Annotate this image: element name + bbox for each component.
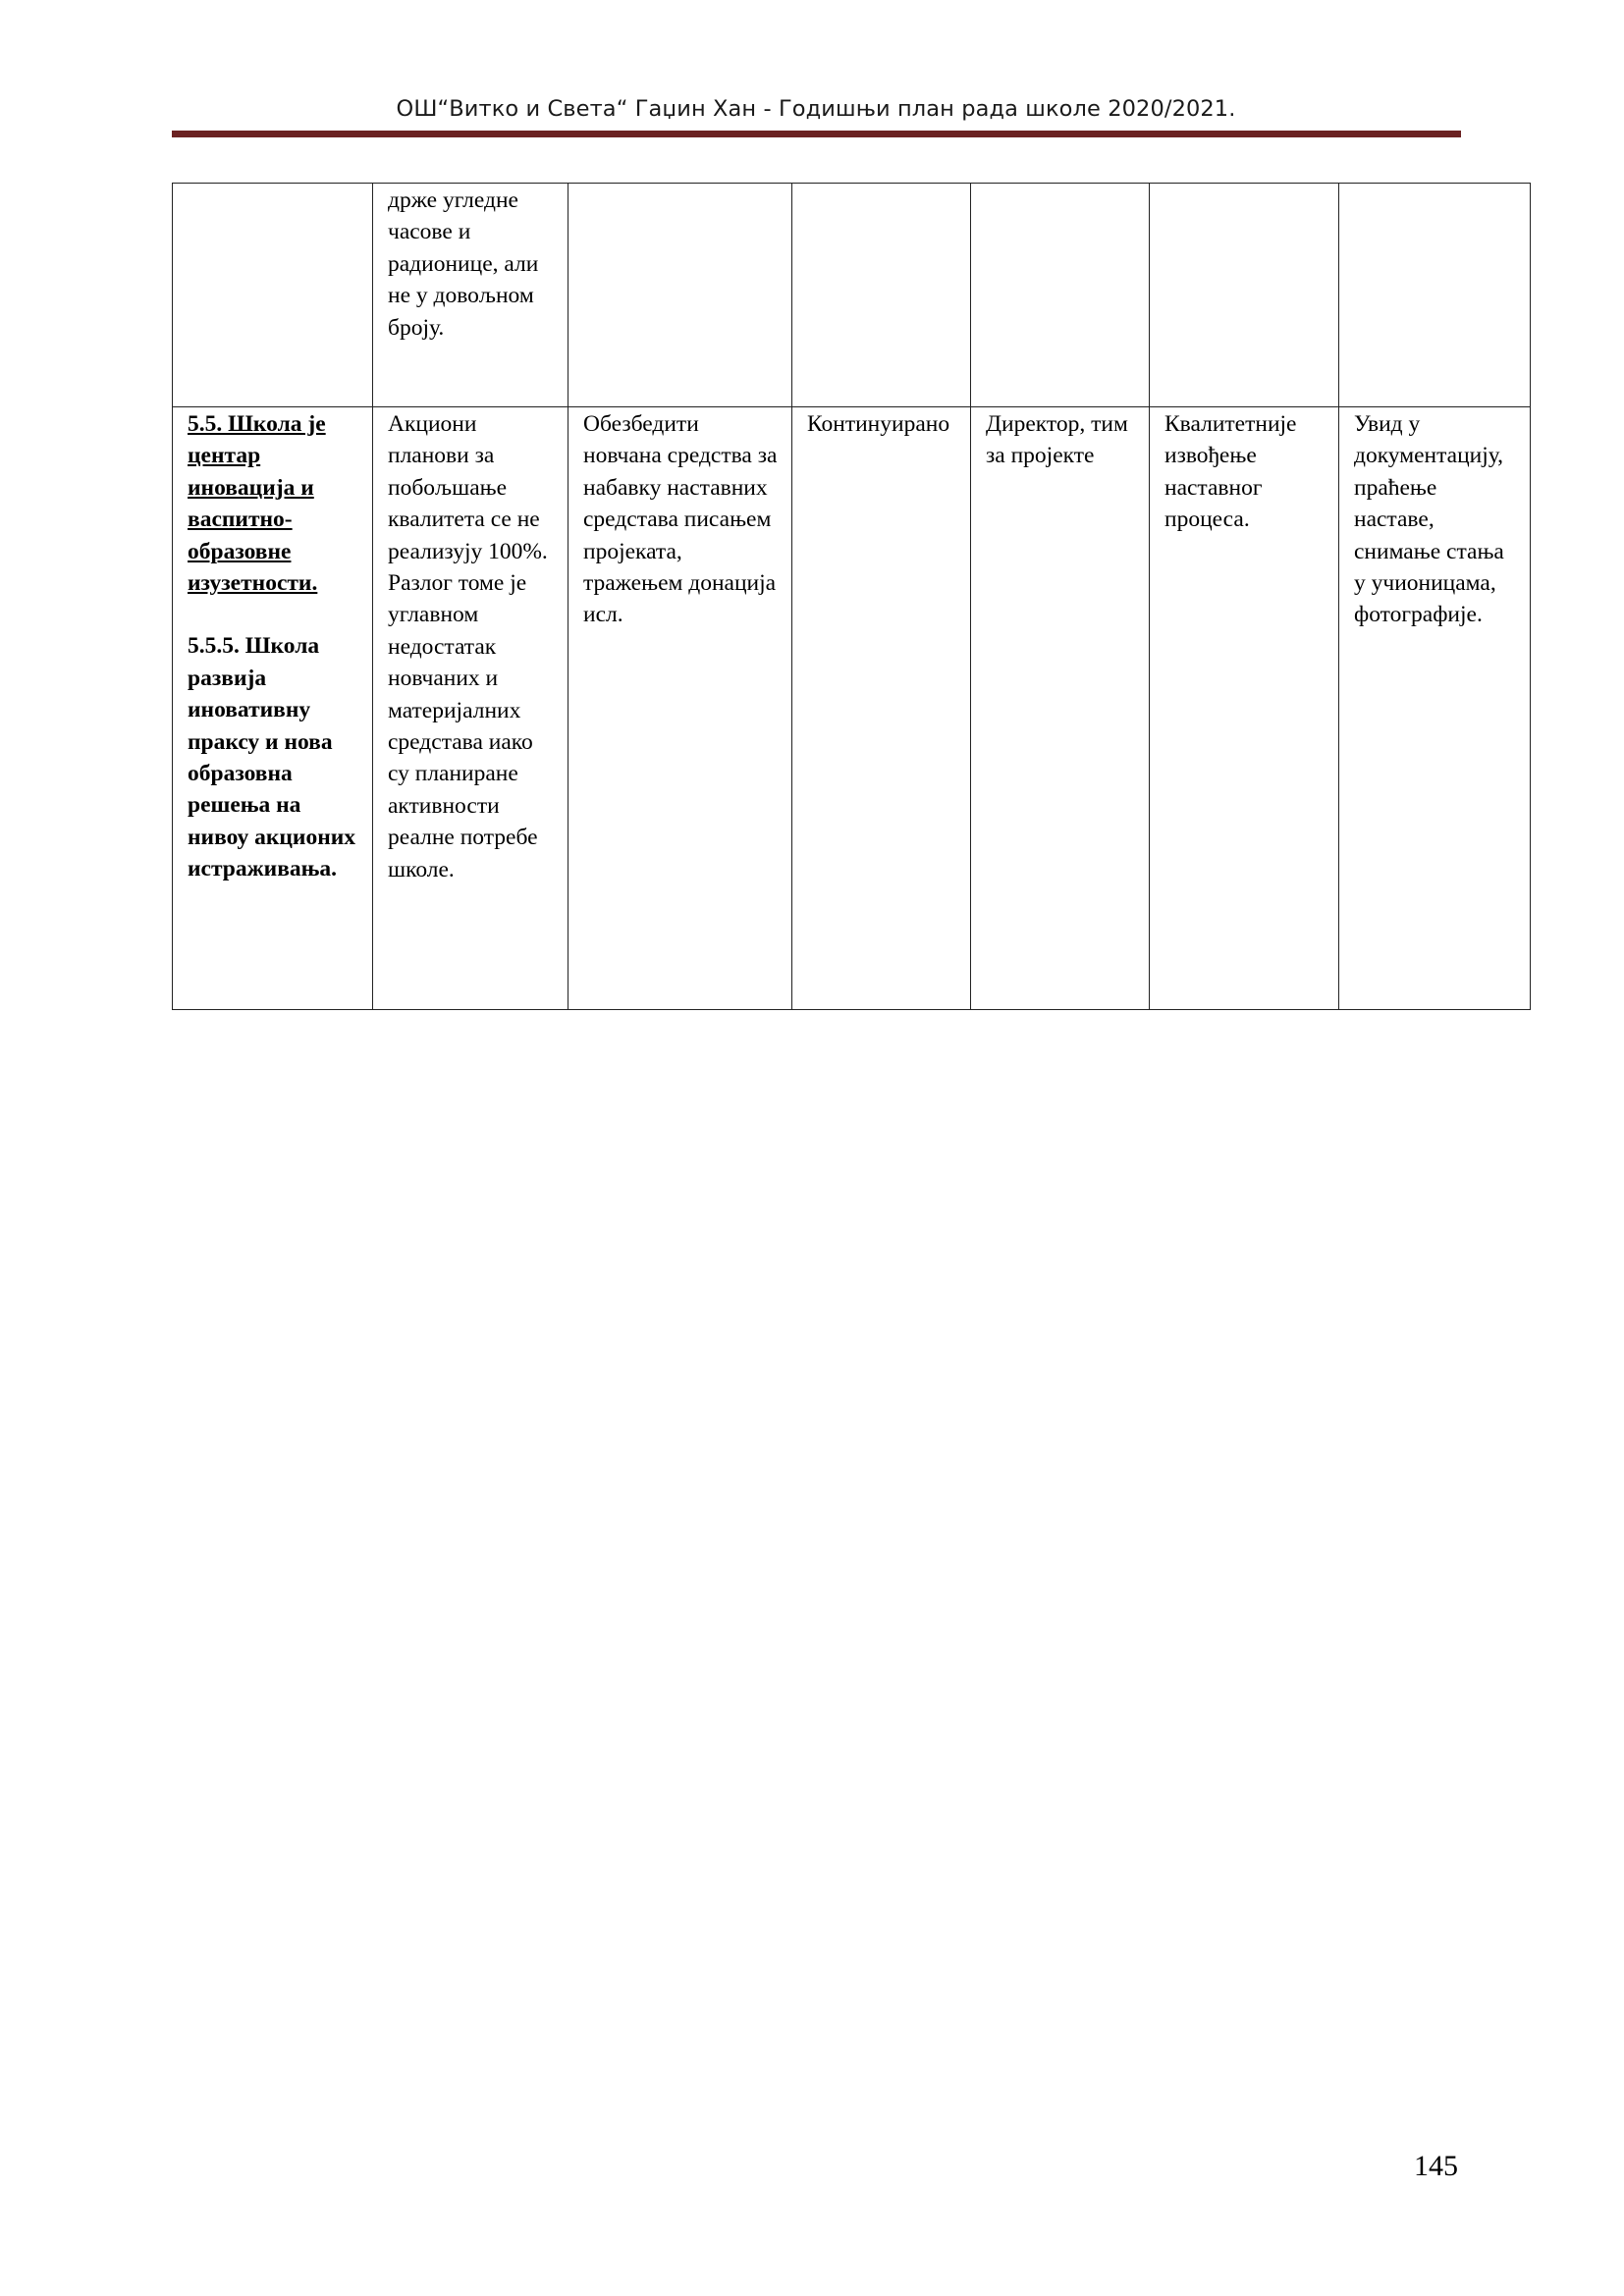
table-cell-outcome: Квалитетније извођење наставног процеса. [1150,407,1339,1010]
standard-title: 5.5. Школа је центар иновација и васпитно-образовне изузетности. [188,411,326,597]
table-cell-timeline: Континуирано [792,407,971,1010]
table-cell-state: држе угледне часове и радионице, али не у довољном броју. [373,184,568,407]
table-row [173,407,1531,1010]
table-cell-responsible [971,184,1150,407]
header-divider [172,131,1461,137]
table-cell-timeline [792,184,971,407]
table-cell-state: Акциони планови за побољшање квалитета се не реализују 100%. Разлог томе је углавном недостатак новчаних и материјалних средстава иако су планиране активности реалне потребе школе. [373,407,568,1010]
page-header-title: ОШ“Витко и Света“ Гаџин Хан - Годишњи план рада школе 2020/2021. [396,96,1236,122]
table-cell-standard [173,184,373,407]
action-plan-table [172,183,1531,1010]
table-cell-responsible: Директор, тим за пројекте [971,407,1150,1010]
table-cell-evidence: Увид у документацију, праћење наставе, снимање стања у учионицама, фотографије. [1339,407,1531,1010]
table-cell-standard [173,407,373,1010]
table-cell-outcome [1150,184,1339,407]
standard-indicator: 5.5.5. Школа развија иновативну праксу и нова образовна решења на нивоу акционих истраживања. [188,633,356,882]
table-cell-activity: Обезбедити новчана средства за набавку наставних средстава писањем пројеката, тражењем донација исл. [568,407,792,1010]
table-cell-evidence [1339,184,1531,407]
page-number: 145 [1414,2150,1458,2182]
table-cell-activity [568,184,792,407]
table-row [173,184,1531,407]
